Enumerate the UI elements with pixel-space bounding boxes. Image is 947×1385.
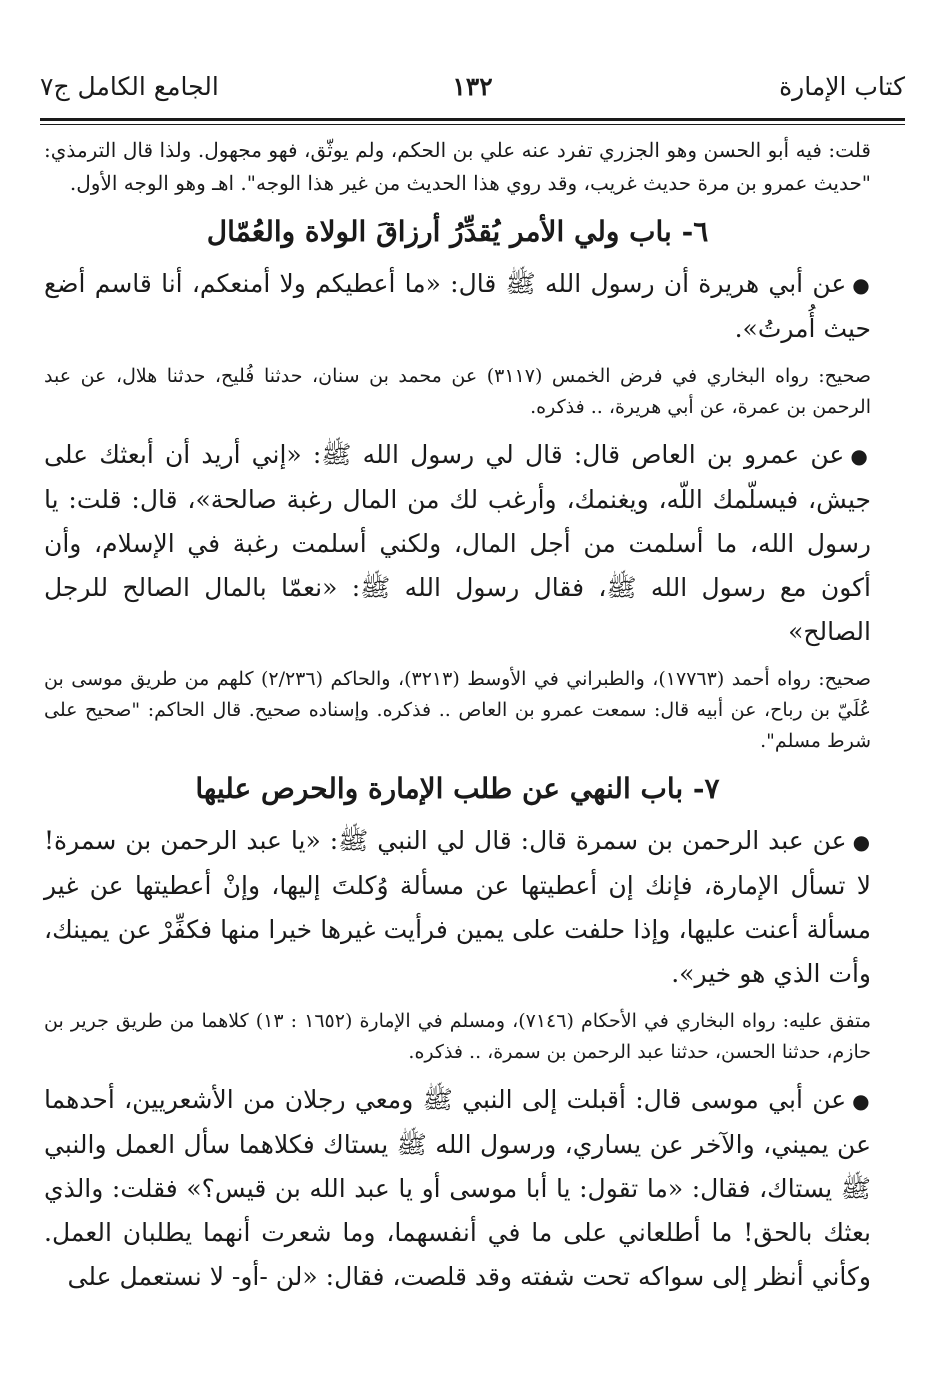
collection-title: الجامع الكامل ج٧ bbox=[40, 72, 219, 101]
hadith-amr-ibn-al-as bbox=[44, 433, 871, 654]
header-rule-thick bbox=[40, 118, 905, 121]
bullet-icon: ● bbox=[852, 1089, 872, 1113]
chapter-6-heading: ٦- باب ولي الأمر يُقدِّرُ أرزاقَ الولاة والعُمّال bbox=[206, 215, 709, 248]
hadith-text: عن أبي موسى قال: أقبلت إلى النبي ﷺ ومعي رجلان من الأشعريين، أحدهما عن يميني، والآخر عن يساري، ورسول الله ﷺ يستاك فكلاهما سأل العمل والنبي ﷺ يستاك، فقال: «ما تقول: يا أبا موسى أو يا عبد الله بن قيس؟» فقلت: والذي بعثك بالحق! ما أطلعاني على ما في أنفسهما، وما شعرت أنهما يطلبان العمل. وكأني أنظر إلى سواكه تحت شفته وقد قلصت، فقال: «لن -أو- لا نستعمل على bbox=[44, 1085, 871, 1291]
book-title: كتاب الإمارة bbox=[779, 72, 905, 101]
header-rule-thin bbox=[40, 124, 905, 125]
hadith-abu-hurayra-source: صحيح: رواه البخاري في فرض الخمس (٣١١٧) عن محمد بن سنان، حدثنا فُليح، حدثنا هلال، عن عبد الرحمن بن عمرة، عن أبي هريرة، .. فذكره. bbox=[44, 365, 871, 418]
page-header bbox=[40, 68, 905, 112]
bullet-icon: ● bbox=[852, 830, 871, 854]
hadith-abd-al-rahman-ibn-samura bbox=[44, 819, 871, 996]
intro-note: قلت: فيه أبو الحسن وهو الجزري تفرد عنه علي بن الحكم، ولم يوثّق، فهو مجهول. ولذا قال الترمذي: "حديث عمرو بن مرة حديث غريب، وقد روي هذا الحديث من غير هذا الوجه". اهـ وهو الوجه الأول. bbox=[44, 138, 871, 195]
hadith-abd-al-rahman-ibn-samura-source: متفق عليه: رواه البخاري في الأحكام (٧١٤٦)، ومسلم في الإمارة (١٦٥٢ : ١٣) كلاهما من طريق جرير بن حازم، حدثنا الحسن، حدثنا عبد الرحمن بن سمرة، .. فذكره. bbox=[44, 1010, 872, 1063]
hadith-text: عن عمرو بن العاص قال: قال لي رسول الله ﷺ: «إني أريد أن أبعثك على جيش، فيسلّمك اللّه، ويغنمك، وأرغب لك من المال رغبة صالحة»، قال: قلت: يا رسول الله، ما أسلمت من أجل المال، ولكني أسلمت رغبة في الإسلام، وأن أكون مع رسول الله ﷺ، فقال رسول الله ﷺ: «نعمّا بالمال الصالح للرجل الصالح» bbox=[44, 440, 871, 646]
hadith-abu-musa bbox=[44, 1078, 871, 1299]
bullet-icon: ● bbox=[850, 444, 871, 468]
page-body bbox=[44, 134, 871, 1299]
hadith-text: عن أبي هريرة أن رسول الله ﷺ قال: «ما أعطيكم ولا أمنعكم، أنا قاسم أضع حيث أُمرتُ». bbox=[44, 269, 871, 343]
bullet-icon: ● bbox=[852, 273, 872, 297]
hadith-amr-ibn-al-as-source: صحيح: رواه أحمد (١٧٧٦٣)، والطبراني في الأوسط (٣٢١٣)، والحاكم (٢/٢٣٦) كلهم من طريق موسى بن عُلَيّ بن رباح، عن أبيه قال: سمعت عمرو بن العاص .. فذكره. وإسناده صحيح. قال الحاكم: "صحيح على شرط مسلم". bbox=[44, 668, 871, 752]
chapter-7-heading: ٧- باب النهي عن طلب الإمارة والحرص عليها bbox=[195, 772, 720, 805]
hadith-text: عن عبد الرحمن بن سمرة قال: قال لي النبي ﷺ: «يا عبد الرحمن بن سمرة! لا تسأل الإمارة، فإنك إن أعطيتها عن مسألة وُكلتَ إليها، وإنْ أعطيتها عن غير مسألة أعنت عليها، وإذا حلفت على يمين فرأيت غيرها خيرا منها فكفِّرْ عن يمينك، وأت الذي هو خير». bbox=[44, 826, 871, 988]
page-number: ١٣٢ bbox=[452, 72, 493, 101]
hadith-abu-hurayra bbox=[44, 262, 871, 351]
